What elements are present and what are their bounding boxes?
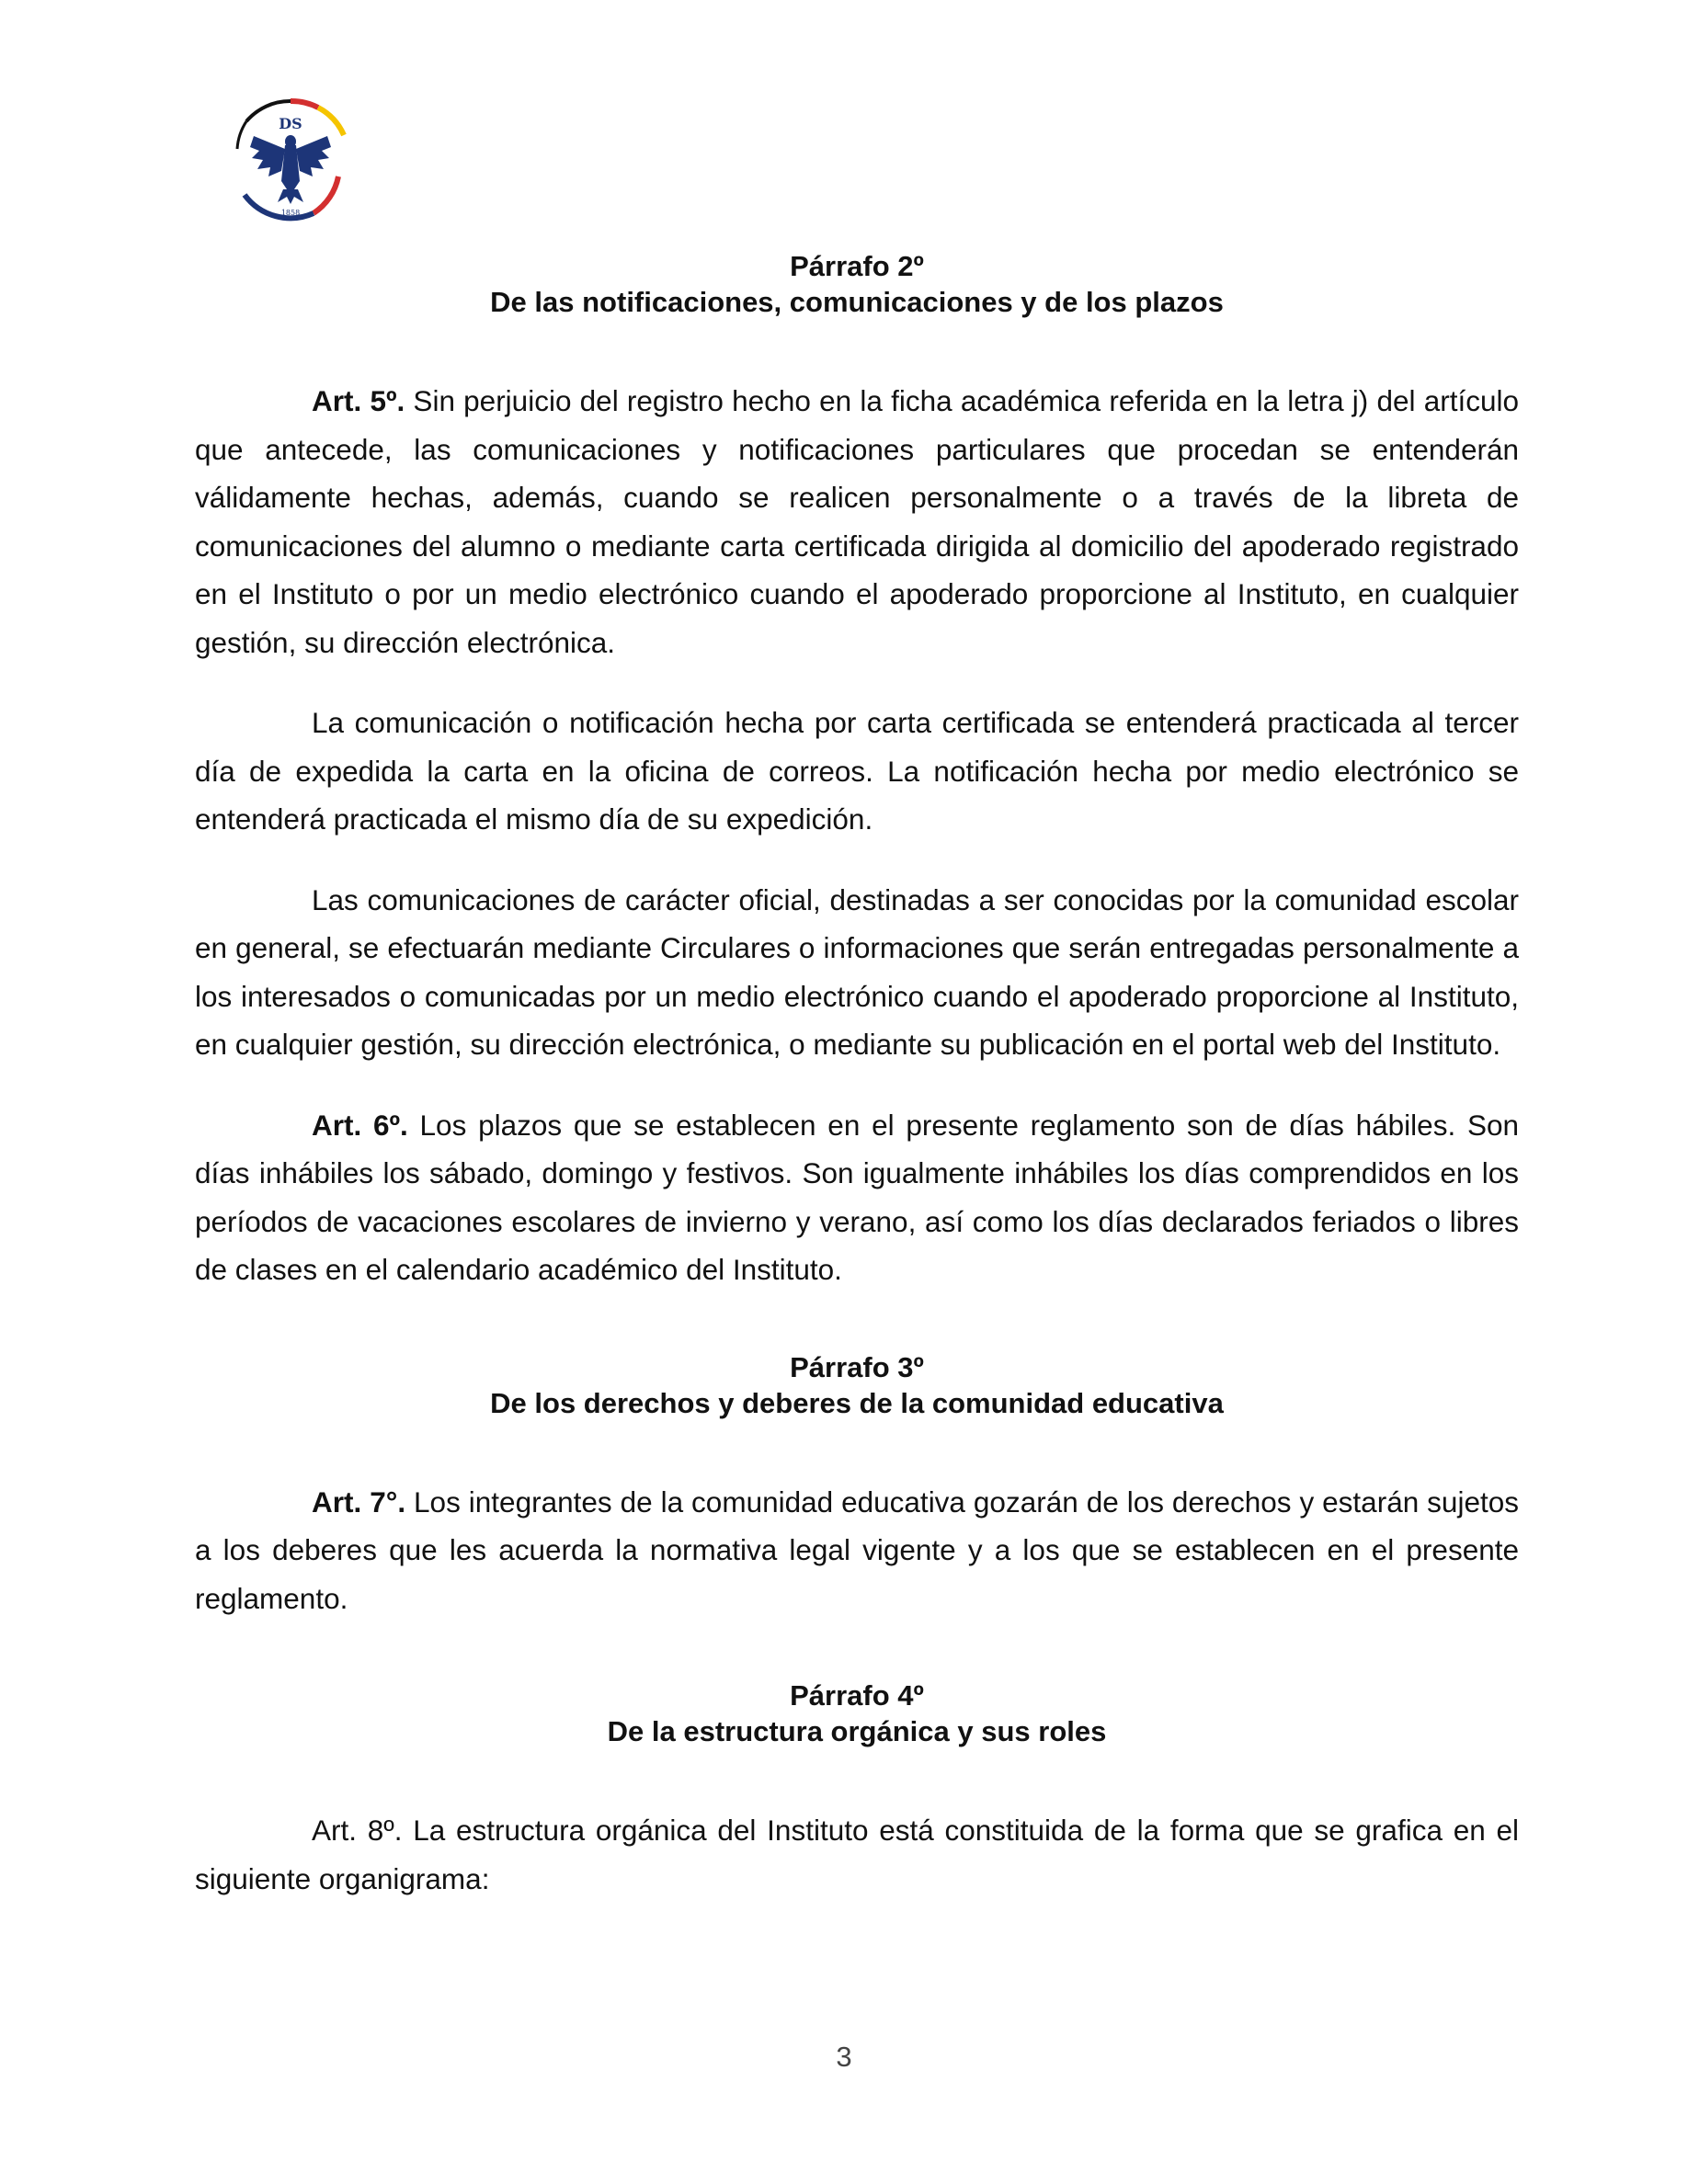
article-label: Art. 6º.	[312, 1108, 408, 1142]
article-5-paragraph-2: La comunicación o notificación hecha por carta certificada se entenderá practicada al tercer día de expedida la carta en la oficina de correos. La notificación hecha por medio electrónico se entenderá practicada el mismo día de su expedición.	[195, 706, 1519, 836]
section-heading-parrafo-2	[195, 248, 1519, 320]
article-8: Art. 8º. La estructura orgánica del Instituto está constituida de la forma que se grafica en el siguiente organigrama:	[195, 1814, 1519, 1895]
section-number: Párrafo 2º	[790, 250, 924, 282]
article-6	[195, 1101, 1519, 1294]
logo-initials: DS	[279, 115, 302, 132]
article-5	[195, 377, 1519, 666]
section-title: De los derechos y deberes de la comunidad educativa	[490, 1386, 1224, 1419]
article-label: Art. 5º.	[312, 384, 405, 417]
school-logo	[226, 94, 355, 230]
article-text: Los plazos que se establecen en el presente reglamento son de días hábiles. Son días inhábiles los sábado, domingo y festivos. Son igualmente inhábiles los días comprendidos en los períodos de vacaciones escolares de invierno y verano, así como los días declarados feriados o libres de clases en el calendario académico del Instituto.	[195, 1108, 1519, 1286]
section-heading-parrafo-4	[195, 1678, 1519, 1749]
article-7	[195, 1478, 1519, 1623]
section-number: Párrafo 3º	[790, 1350, 924, 1383]
article-5-paragraph-3: Las comunicaciones de carácter oficial, destinadas a ser conocidas por la comunidad escolar en general, se efectuarán mediante Circulares o informaciones que serán entregadas personalmente a los interesados o comunicadas por un medio electrónico cuando el apoderado proporcione al Instituto, en cualquier gestión, su dirección electrónica, o mediante su publicación en el portal web del Instituto.	[195, 882, 1519, 1061]
article-label: Art. 7°.	[312, 1484, 406, 1519]
section-title: De las notificaciones, comunicaciones y de los plazos	[490, 286, 1224, 318]
article-text: Sin perjuicio del registro hecho en la ficha académica referida en la letra j) del artículo que antecede, las comunicaciones y notificaciones particulares que procedan se entenderán válidamente hechas, además, cuando se realicen personalmente o a través de la libreta de comunicaciones del alumno o mediante carta certificada dirigida al domicilio del apoderado registrado en el Instituto o por un medio electrónico cuando el apoderado proporcione al Instituto, en cualquier gestión, su dirección electrónica.	[195, 384, 1519, 659]
section-heading-parrafo-3	[195, 1349, 1519, 1421]
article-text: Los integrantes de la comunidad educativa gozarán de los derechos y estarán sujetos a los deberes que les acuerda la normativa legal vigente y a los que se establecen en el presente reglamento.	[195, 1484, 1519, 1615]
section-number: Párrafo 4º	[790, 1679, 924, 1712]
document-body	[195, 248, 1519, 1903]
section-title: De la estructura orgánica y sus roles	[607, 1715, 1107, 1747]
logo-year: 1858	[280, 209, 301, 217]
page-number: 3	[836, 2041, 852, 2073]
